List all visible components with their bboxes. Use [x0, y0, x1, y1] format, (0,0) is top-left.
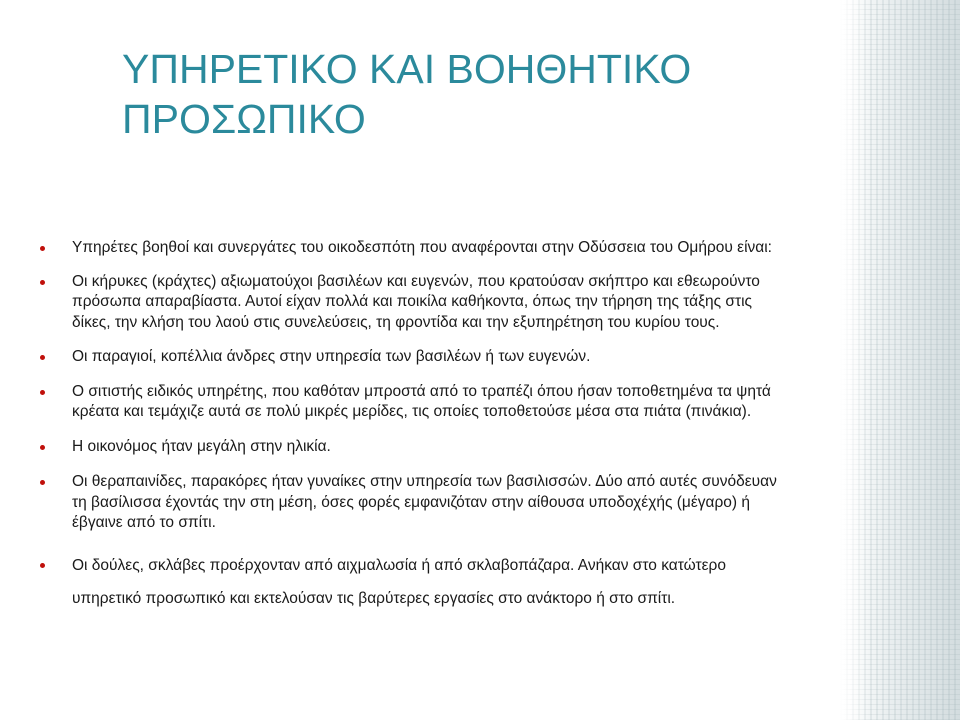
list-item-text: Ο σιτιστής ειδικός υπηρέτης, που καθόταν μπροστά από το τραπέζι όπου ήσαν τοποθετημένα τα ψητά κρέατα και τεμάχιζε αυτά σε πολύ μικρές μερίδες, τις οποίες τοποθετούσε μέσα στα πιάτα (πινάκια). [72, 382, 771, 420]
list-item [40, 437, 790, 458]
list-item [40, 549, 790, 615]
bullet-dot-icon [40, 445, 45, 450]
list-item-text: Οι παραγιοί, κοπέλλια άνδρες στην υπηρεσία των βασιλέων ή των ευγενών. [72, 348, 591, 365]
list-item-text: Οι δούλες, σκλάβες προέρχονταν από αιχμαλωσία ή από σκλαβοπάζαρα. Ανήκαν στο κατώτερο υπηρετικό προσωπικό και εκτελούσαν τις βαρύτερες εργασίες στο ανάκτορο ή στο σπίτι. [72, 556, 726, 607]
bullet-dot-icon [40, 355, 45, 360]
list-item-text: Η οικονόμος ήταν μεγάλη στην ηλικία. [72, 437, 331, 455]
bullet-dot-icon [40, 280, 45, 285]
list-item-text: Υπηρέτες βοηθοί και συνεργάτες του οικοδεσπότη που αναφέρονται στην Οδύσσεια του Ομήρου είναι: [72, 239, 772, 256]
bullet-dot-icon [40, 480, 45, 485]
list-item [40, 472, 790, 534]
list-item [40, 272, 790, 334]
list-item [40, 238, 790, 259]
list-item-text: Οι θεραπαινίδες, παρακόρες ήταν γυναίκες στην υπηρεσία των βασιλισσών. Δύο από αυτές συνόδευαν τη βασίλισσα έχοντάς την στη μέση, όσες φορές εμφανιζόταν στην αίθουσα υποδοχέχής (μέγαρο) ή έβγαινε από το σπίτι. [72, 473, 777, 531]
slide-title: ΥΠΗΡΕΤΙΚΟ ΚΑΙ ΒΟΗΘΗΤΙΚΟ ΠΡΟΣΩΠΙΚΟ [122, 46, 692, 142]
bullet-dot-icon [40, 390, 45, 395]
list-item [40, 347, 790, 368]
list-item-text: Οι κήρυκες (κράχτες) αξιωματούχοι βασιλέων και ευγενών, που κρατούσαν σκήπτρο και εθεωρούντο πρόσωπα απαραβίαστα. Αυτοί είχαν πολλά και ποικίλα καθήκοντα, όπως την τήρηση της τάξης στις δίκες, την κλήση του λαού στις συνελεύσεις, τη φροντίδα και την εξυπηρέτηση του κυρίου τους. [72, 272, 760, 331]
bullet-dot-icon [40, 563, 45, 568]
list-item [40, 382, 790, 423]
bullet-dot-icon [40, 246, 45, 251]
decorative-side-texture [840, 0, 960, 720]
bullet-list [40, 238, 790, 615]
